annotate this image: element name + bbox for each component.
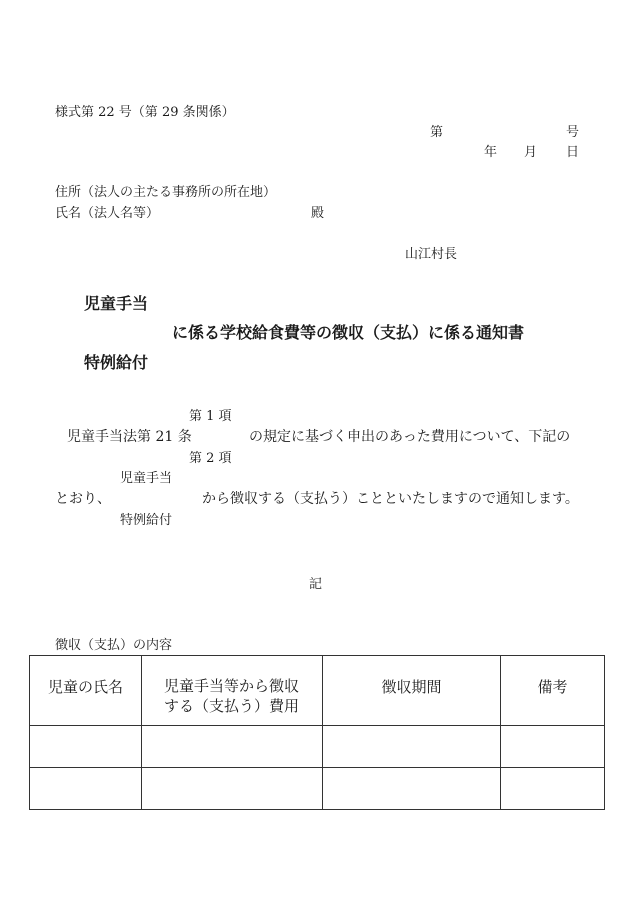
para1-option-2: 第 2 項: [189, 451, 232, 466]
table-cell[interactable]: [501, 726, 605, 768]
para1-option-1: 第 1 項: [189, 409, 232, 424]
table-header-row: [30, 656, 605, 726]
header-cost: [142, 656, 323, 726]
sender: 山江村長: [405, 247, 458, 262]
table-cell[interactable]: [323, 726, 501, 768]
header-child-name: 児童の氏名: [30, 656, 142, 726]
header-cost-line-2: する（支払う）費用: [164, 697, 300, 715]
table-cell[interactable]: [323, 768, 501, 810]
para2-option-2: 特例給付: [120, 513, 173, 528]
form-number: 様式第 22 号（第 29 条関係）: [55, 105, 235, 120]
header-cost-line-1: 児童手当等から徴収: [164, 677, 300, 695]
title-option-2: 特例給付: [84, 353, 149, 372]
para2-option-1: 児童手当: [120, 471, 173, 486]
table-cell[interactable]: [501, 768, 605, 810]
header-period: 徴収期間: [323, 656, 501, 726]
content-table: [29, 655, 605, 810]
honorific: 殿: [311, 206, 325, 221]
date-year: 年: [484, 145, 498, 160]
doc-number-dai: 第: [430, 125, 444, 140]
ki-heading: 記: [309, 577, 323, 592]
date-day: 日: [566, 145, 580, 160]
table-cell[interactable]: [142, 726, 323, 768]
name-label: 氏名（法人名等）: [55, 206, 160, 221]
date-month: 月: [524, 145, 538, 160]
doc-number-go: 号: [566, 125, 580, 140]
header-remarks: 備考: [501, 656, 605, 726]
para1-rest: の規定に基づく申出のあった費用について、下記の: [249, 429, 571, 445]
para2-rest: から徴収する（支払う）ことといたしますので通知します。: [202, 491, 579, 507]
table-cell[interactable]: [30, 768, 142, 810]
table-row: [30, 768, 605, 810]
table-cell[interactable]: [30, 726, 142, 768]
address-label: 住所（法人の主たる事務所の所在地）: [55, 185, 277, 200]
table-caption: 徴収（支払）の内容: [55, 638, 173, 653]
title-option-1: 児童手当: [84, 294, 149, 313]
para1-lead: 児童手当法第 21 条: [67, 429, 192, 445]
page-title: に係る学校給食費等の徴収（支払）に係る通知書: [172, 323, 525, 342]
para2-lead: とおり、: [55, 491, 111, 507]
table-row: [30, 726, 605, 768]
table-cell[interactable]: [142, 768, 323, 810]
